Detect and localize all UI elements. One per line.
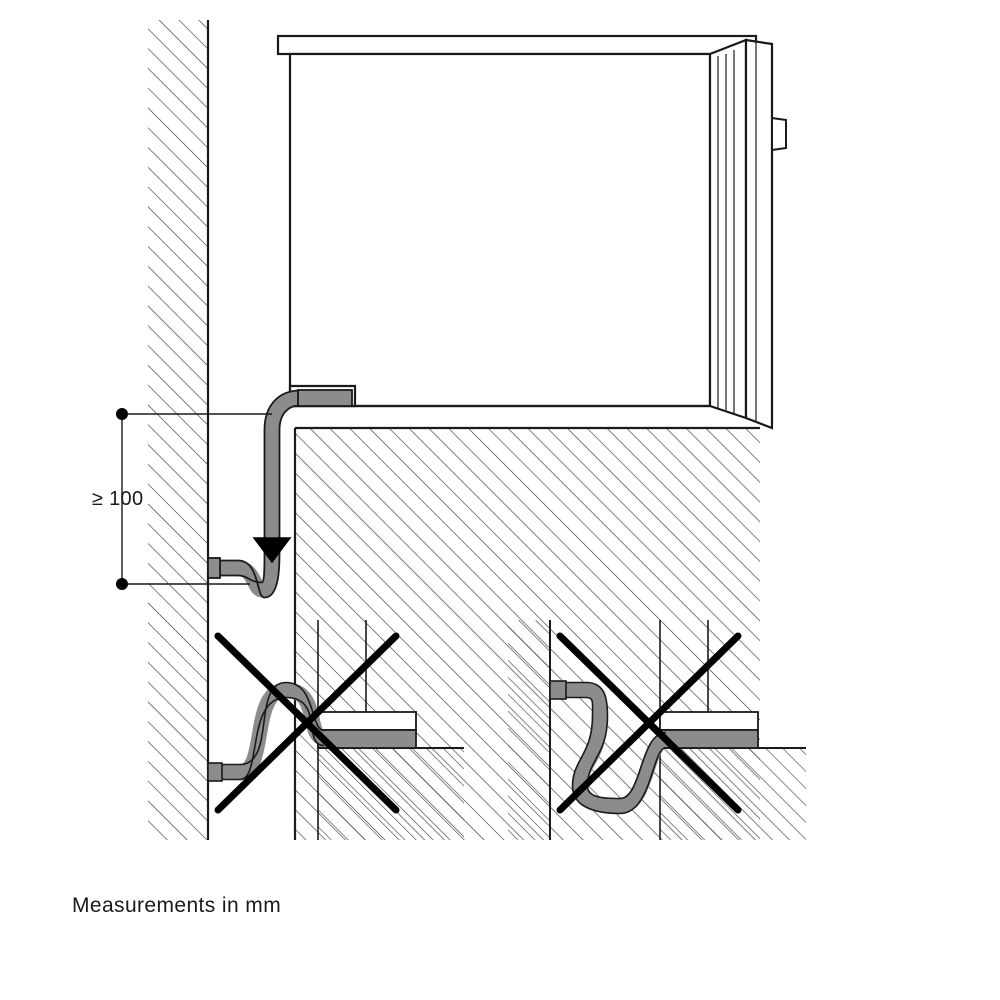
appliance-edge-left: [318, 712, 416, 748]
appliance-edge-right: [660, 712, 758, 748]
dimension-label-drain-hose-height: ≥ 100: [92, 488, 144, 510]
wall-hatched-right: [508, 620, 550, 840]
appliance-body: [278, 36, 772, 428]
flow-direction-arrow: [254, 538, 290, 562]
measurements-caption: Measurements in mm: [72, 894, 282, 917]
wall-hatched: [148, 20, 208, 840]
appliance-door-handle: [772, 118, 786, 150]
